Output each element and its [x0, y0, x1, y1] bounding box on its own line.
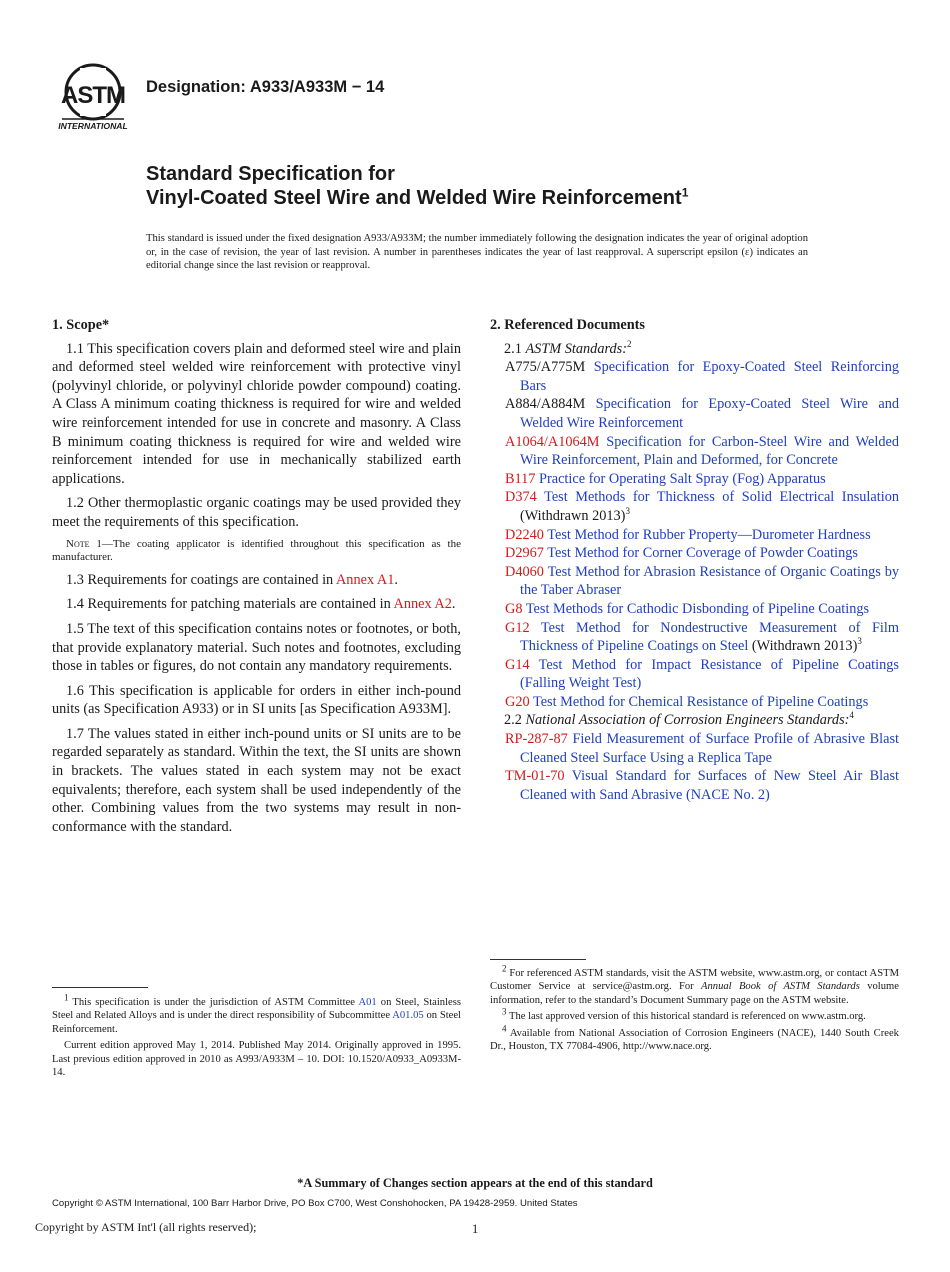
reference-code[interactable]: A884/A884M [505, 396, 586, 413]
reference-title-link[interactable]: Test Method for Abrasion Resistance of Organic Coatings by the Taber Abraser [520, 563, 899, 599]
reference-title-link[interactable]: Specification for Epoxy-Coated Steel Wire and Welded Wire Reinforcement [520, 396, 899, 431]
page-title [146, 162, 906, 210]
reference-item [490, 563, 899, 600]
withdrawn-note: (Withdrawn 2013) [520, 507, 626, 524]
footnote-3: $^3$ The last approved version of this historical standard is referenced on www.astm.org. [502, 1006, 866, 1023]
note-1: Note 1—The coating applicator is identified throughout this specification as the manufacturer. [52, 537, 461, 564]
reference-code[interactable]: A775/A775M [505, 359, 586, 376]
left-column [52, 316, 461, 842]
para-1-4: 1.4 Requirements for patching materials are contained in Annex A2. [66, 596, 456, 613]
reference-title-link[interactable]: Test Method for Rubber Property—Durometer Hardness [547, 526, 871, 543]
scope-heading: 1. Scope* [52, 317, 110, 333]
reference-code[interactable]: D2967 [505, 545, 544, 562]
astm-reference-list [490, 358, 899, 711]
reference-code[interactable]: G20 [505, 693, 530, 710]
reference-title-link[interactable]: Test Method for Chemical Resistance of Pipeline Coatings [532, 693, 869, 710]
astm-standards-label: 2.1 ASTM Standards:$^2$ [504, 338, 632, 357]
para-1-2: 1.2 Other thermoplastic organic coatings may be used provided they meet the requirements of this specification. [52, 495, 461, 530]
reference-code[interactable]: A1064/A1064M [505, 433, 600, 450]
reference-code[interactable]: RP-287-87 [505, 731, 568, 748]
reference-title-link[interactable]: Field Measurement of Surface Profile of Abrasive Blast Cleaned Steel Surface Using a Replica Tape [520, 731, 899, 766]
reference-code[interactable]: B117 [505, 470, 536, 487]
refdocs-heading: 2. Referenced Documents [490, 317, 645, 333]
reference-title-link[interactable]: Specification for Epoxy-Coated Steel Reinforcing Bars [520, 359, 900, 394]
annex-a2-link[interactable]: Annex A2 [393, 596, 452, 613]
reference-code[interactable]: D4060 [505, 563, 544, 580]
reference-code[interactable]: TM-01-70 [505, 768, 565, 785]
reference-item [490, 656, 899, 693]
reference-item [490, 433, 899, 470]
subcommittee-a0105-link[interactable]: A01.05 [392, 1010, 424, 1022]
reference-code[interactable]: G8 [505, 600, 523, 617]
reference-code[interactable]: D2240 [505, 526, 544, 543]
svg-text:INTERNATIONAL: INTERNATIONAL [58, 121, 128, 131]
standard-notice: This standard is issued under the fixed designation A933/A933M; the number immediately following the designation indicates the year of original adoption or, in the case of revision, the year of last revision. A number in parentheses indicates the year of last reapproval. A superscript epsilon (ε) indicates an editorial change since the last revision or reapproval. [146, 233, 808, 272]
reference-code[interactable]: D374 [505, 489, 537, 506]
copyright-line: Copyright © ASTM International, 100 Barr Harbor Drive, PO Box C700, West Conshohocken, PA 19428-2959. United States [52, 1198, 578, 1209]
para-1-7: 1.7 The values stated in either inch-pound units or SI units are to be regarded separately as standard. Within the text, the SI units are shown in brackets. The values stated in each system may not be exact equivalents; therefore, each system shall be used independently of the other. Combining values from the two systems may result in non-conformance with the standard. [52, 725, 461, 835]
copyright-user-line: Copyright by ASTM Int'l (all rights reserved); [35, 1220, 257, 1234]
reference-title-link[interactable]: Visual Standard for Surfaces of New Steel Air Blast Cleaned with Sand Abrasive (NACE No. 2) [520, 768, 899, 803]
reference-code[interactable]: G14 [505, 656, 530, 673]
reference-code[interactable]: G12 [505, 619, 530, 636]
footnote-1: $^1$ This specification is under the jurisdiction of ASTM Committee A01 on Steel, Stainless Steel and Related Alloys and is under the direct responsibility of Subcommittee A01.05 on Steel Reinforcement. Current edition approved May 1, 2014. Published May 2014. Originally approved in 1995. Last previous edition approved in 2010 as A993/A933M – 10. DOI: 10.1520/A0933_A0933M-14. [52, 992, 462, 1079]
page-number: 1 [472, 1222, 479, 1236]
footnotes-right [490, 963, 899, 1056]
nace-reference-item [490, 730, 899, 767]
reference-title-link[interactable]: Specification for Carbon-Steel Wire and Welded Wire Reinforcement, Plain and Deformed, for Concrete [520, 433, 899, 469]
reference-item: G12 Test Method for Nondestructive Measurement of Film Thickness of Pipeline Coatings on Steel (Withdrawn 2013)$^3$ [505, 619, 899, 655]
reference-title-link[interactable]: Test Methods for Thickness of Solid Electrical Insulation [544, 489, 899, 506]
reference-item [490, 600, 899, 619]
footnote-2: $^2$ For referenced ASTM standards, visit the ASTM website, www.astm.org, or contact ASTM Customer Service at service@astm.org. For Annual Book of ASTM Standards volume information, refer to the standard’s Document Summary page on the ASTM website. [490, 963, 899, 1006]
right-column [490, 316, 899, 804]
summary-of-changes-note: *A Summary of Changes section appears at the end of this standard [297, 1176, 653, 1190]
reference-item [490, 544, 899, 563]
reference-title-link[interactable]: Test Method for Nondestructive Measurement of Film Thickness of Pipeline Coatings on Steel [520, 619, 899, 655]
reference-item [490, 470, 899, 489]
reference-item [490, 526, 899, 545]
annex-a1-link[interactable]: Annex A1 [335, 571, 395, 588]
nace-reference-item [490, 767, 899, 804]
title-line-2: Vinyl-Coated Steel Wire and Welded Wire Reinforcement$^1$ [146, 185, 689, 209]
nace-standards-label: 2.2 National Association of Corrosion Engineers Standards:$^4$ [504, 710, 854, 729]
reference-title-link[interactable]: Practice for Operating Salt Spray (Fog) Apparatus [539, 470, 826, 487]
reference-title-link[interactable]: Test Method for Impact Resistance of Pipeline Coatings (Falling Weight Test) [520, 656, 899, 692]
para-1-5: 1.5 The text of this specification contains notes or footnotes, or both, that provide explanatory material. Such notes and footnotes, excluding those in tables or figures, do not contain any mandatory requirements. [52, 620, 461, 675]
footnote-divider-left [52, 987, 148, 988]
reference-item [490, 693, 899, 712]
reference-item [490, 358, 899, 395]
reference-title-link[interactable]: Test Methods for Cathodic Disbonding of Pipeline Coatings [525, 600, 870, 617]
withdrawn-note: (Withdrawn 2013) [748, 638, 858, 655]
nace-reference-list [490, 730, 899, 804]
designation: Designation: A933/A933M − 14 [146, 78, 385, 96]
para-1-6: 1.6 This specification is applicable for orders in either inch-pound units (as Specification A933) or in SI units [as Specification A933M]. [52, 682, 461, 718]
astm-logo [52, 62, 134, 132]
footnote-4: $^4$ Available from National Association of Corrosion Engineers (NACE), 1440 South Creek Dr., Houston, TX 77084-4906, http://www.nace.org. [490, 1023, 899, 1053]
reference-item [490, 395, 899, 432]
svg-text:ASTM: ASTM [61, 82, 125, 109]
para-1-3: 1.3 Requirements for coatings are contained in Annex A1. [66, 571, 398, 588]
reference-item: D374 Test Methods for Thickness of Solid Electrical Insulation (Withdrawn 2013)$^3$ [505, 489, 899, 524]
footnote-divider-right [490, 959, 586, 960]
reference-title-link[interactable]: Test Method for Corner Coverage of Powder Coatings [547, 545, 858, 562]
para-1-1: 1.1 This specification covers plain and deformed steel wire and plain and deformed steel welded wire reinforcement with protective vinyl (polyvinyl chloride, or polyvinyl chloride powder compound) coating. A Class A minimum coating thickness is required for wire and welded wire reinforcement intended for use in concrete and masonry. A Class B minimum coating thickness is required for wire and welded wire reinforcement intended for use in mechanically stabilized earth applications. [52, 340, 461, 487]
title-line-1: Standard Specification for [146, 163, 395, 185]
committee-a01-link[interactable]: A01 [358, 997, 377, 1008]
